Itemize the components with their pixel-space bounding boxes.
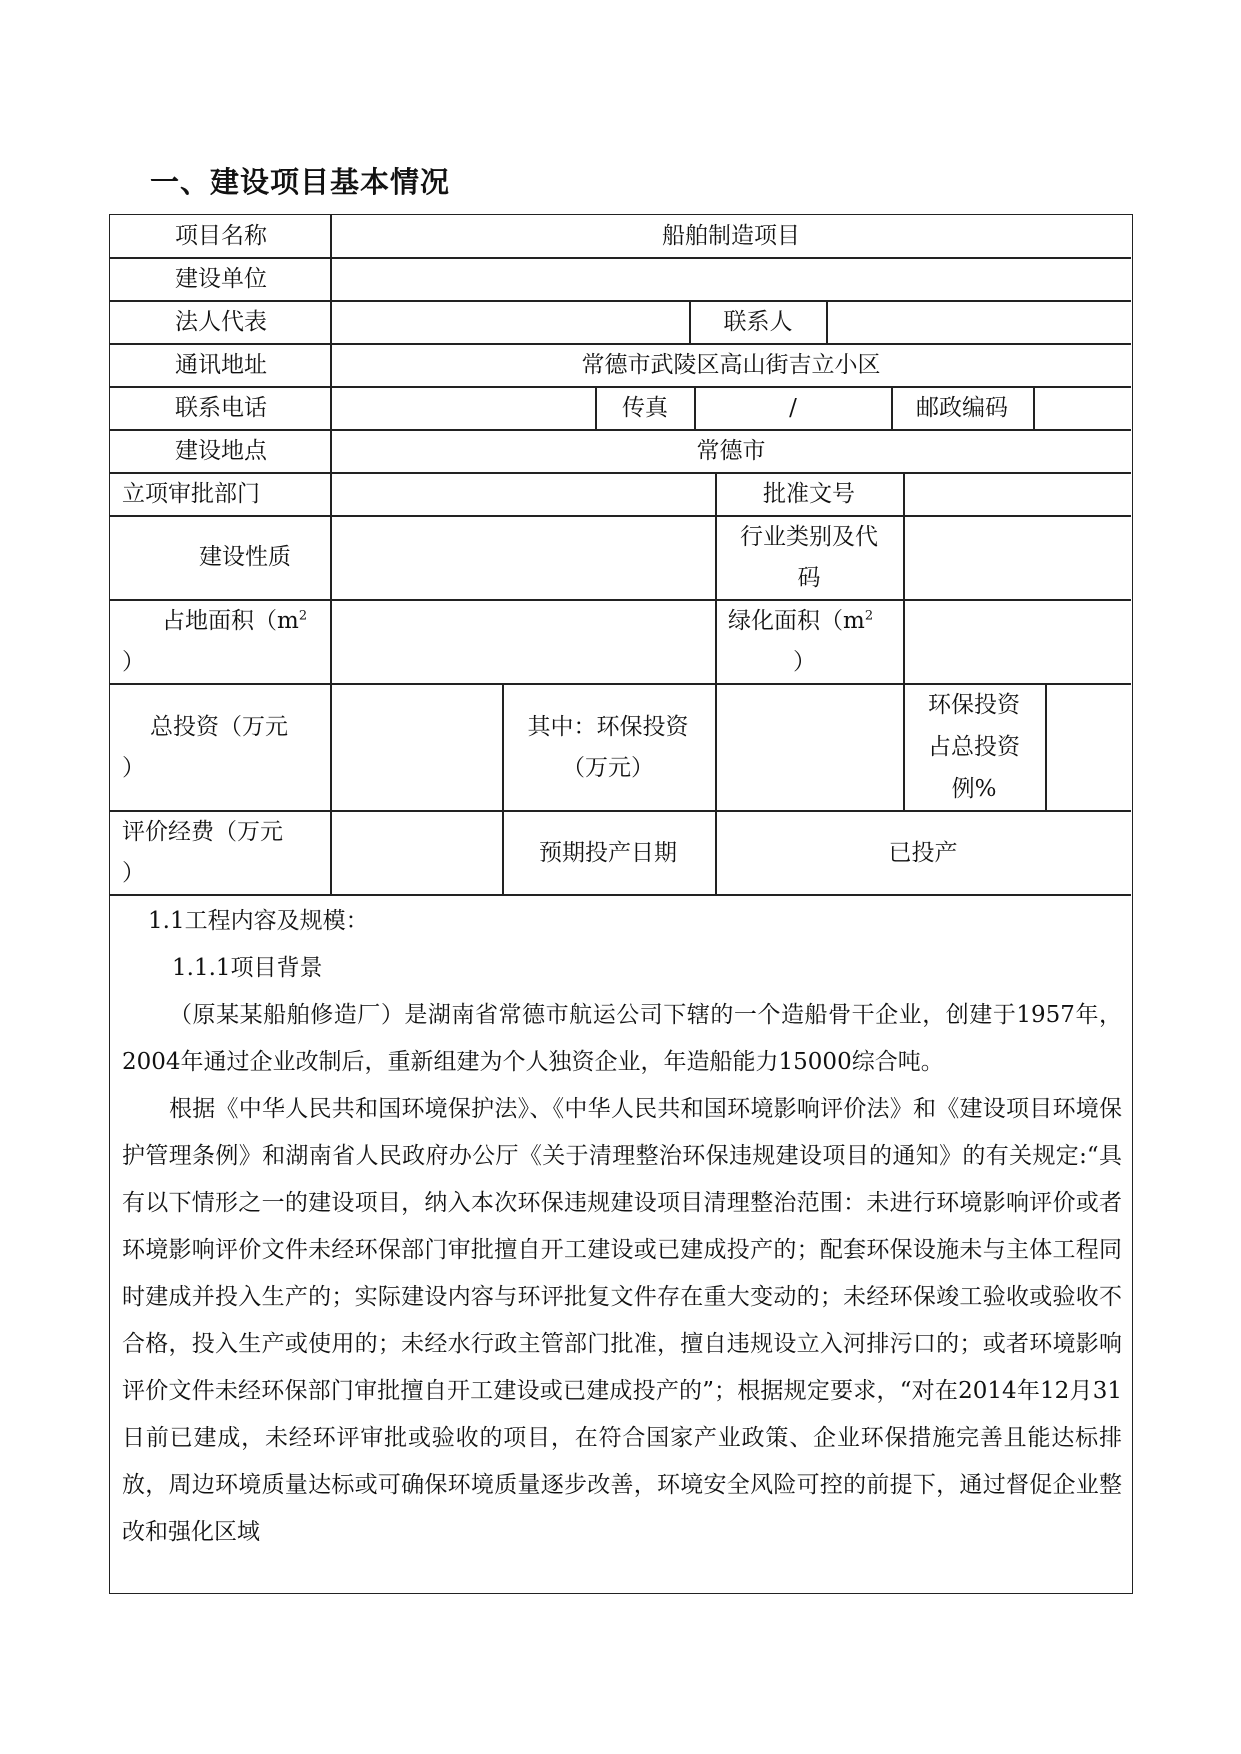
env-ratio-label-line1: 环保投资 [928, 692, 1020, 718]
contact-label: 联系人 [723, 309, 793, 335]
approval-no-label: 批准文号 [763, 481, 855, 507]
site-label: 建设地点 [175, 438, 267, 464]
phone-label: 联系电话 [175, 395, 267, 421]
section-heading: 1.1工程内容及规模： [148, 908, 369, 934]
green-area-label-line2: ） [793, 649, 816, 675]
site-value: 常德市 [696, 438, 766, 464]
project-content [122, 898, 1122, 1556]
env-investment-label: 其中：环保投资 [527, 714, 689, 740]
project-name-value: 船舶制造项目 [662, 223, 800, 249]
fax-label: 传真 [622, 395, 668, 421]
paragraph: （原某某船舶修造厂）是湖南省常德市航运公司下辖的一个造船骨干企业，创建于1957年，2004年通过企业改制后，重新组建为个人独资企业，年造船能力15000综合吨。 [122, 1002, 1122, 1075]
env-investment-label-line2: （万元） [562, 755, 654, 781]
col-divider [891, 386, 893, 429]
env-ratio-label-line3: 例% [951, 776, 997, 802]
col-divider [715, 683, 717, 894]
start-date-value: 已投产 [888, 840, 958, 866]
eval-fee-label-line2: ） [122, 860, 145, 886]
col-divider [1045, 683, 1047, 810]
land-area-label-line2: ） [122, 649, 145, 675]
row-divider [110, 894, 1131, 896]
col-divider [903, 683, 905, 810]
builder-label: 建设单位 [175, 266, 267, 292]
env-ratio-label-line2: 占总投资 [928, 734, 1020, 760]
col-divider [694, 386, 696, 429]
col-divider [689, 300, 691, 343]
address-value: 常德市武陵区高山街吉立小区 [581, 352, 881, 378]
green-area-label: 绿化面积（$m^2$ [728, 608, 874, 634]
col-divider [1033, 386, 1035, 429]
approval-dept-label: 立项审批部门 [122, 481, 260, 507]
land-area-label: 占地面积（$m^2$ [162, 608, 308, 634]
industry-label-line1: 行业类别及代 [740, 524, 878, 550]
page-title: 一、建设项目基本情况 [150, 165, 451, 199]
project-name-label: 项目名称 [175, 223, 267, 249]
col-divider [502, 683, 504, 894]
industry-label-line2: 码 [797, 565, 821, 591]
subsection-heading: 1.1.1项目背景 [172, 955, 323, 981]
col-divider [330, 215, 332, 894]
postcode-label: 邮政编码 [916, 395, 1008, 421]
start-date-label: 预期投产日期 [539, 840, 677, 866]
fax-value: / [789, 395, 797, 421]
eval-fee-label: 评价经费（万元 [122, 819, 283, 845]
paragraph: 根据《中华人民共和国环境保护法》、《中华人民共和国环境影响评价法》和《建设项目环境保护管理条例》和湖南省人民政府办公厅《关于清理整治环保违规建设项目的通知》的有关规定:“具有以下情形之一的建设项目，纳入本次环保违规建设项目清理整治范围：未进行环境影响评价或者环境影响评价文件未经环保部门审批擅自开工建设或已建成投产的；配套环保设施未与主体工程同时建成并投入生产的；实际建设内容与环评批复文件存在重大变动的；未经环保竣工验收或验收不合格，投入生产或使用的；未经水行政主管部门批准，擅自违规设立入河排污口的；或者环境影响评价文件未经环保部门审批擅自开工建设或已建成投产的”；根据规定要求，“对在2014年12月31日前已建成，未经环评审批或验收的项目，在符合国家产业政策、企业环保措施完善且能达标排放，周边环境质量达标或可确保环境质量逐步改善，环境安全风险可控的前提下，通过督促企业整改和强化区域 [122, 1096, 1122, 1545]
col-divider [826, 300, 828, 343]
total-investment-label: 总投资（万元 [150, 714, 288, 740]
total-investment-label-line2: ） [122, 755, 145, 781]
col-divider [595, 386, 597, 429]
row-divider [110, 515, 1131, 517]
address-label: 通讯地址 [175, 352, 267, 378]
legal-rep-label: 法人代表 [175, 309, 267, 335]
nature-label: 建设性质 [199, 544, 291, 570]
